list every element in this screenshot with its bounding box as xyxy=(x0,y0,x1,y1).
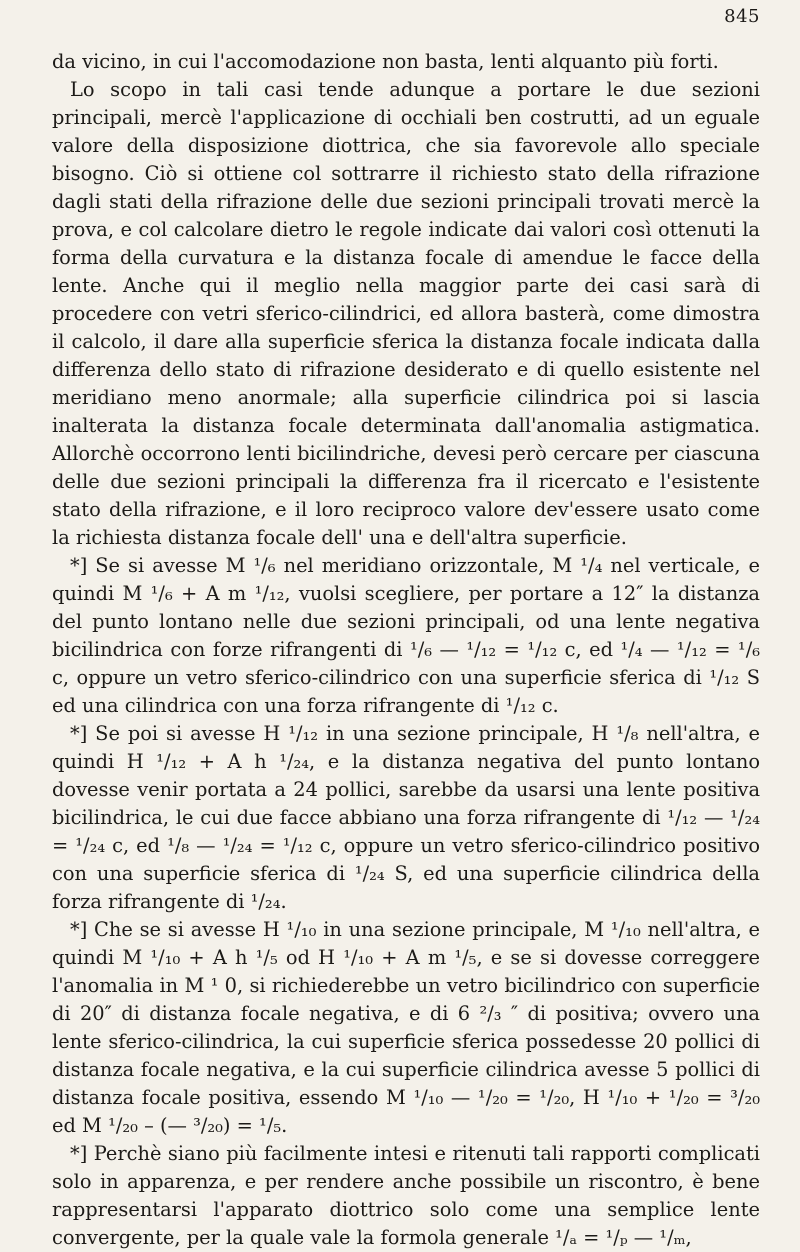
page-number: 845 xyxy=(724,6,760,27)
paragraph-example-2: *] Se poi si avesse H ¹/₁₂ in una sezione principale, H ¹/₈ nell'altra, e quindi H ¹/₁₂ + A h ¹/₂₄, e la distanza negativa del punto lontano dovesse venir portata a 24 pollici, sarebbe da usarsi una lente positiva bicilindrica, le cui due facce abbiano una forza rifrangente di ¹/₁₂ — ¹/₂₄ = ¹/₂₄ c, ed ¹/₈ — ¹/₂₄ = ¹/₁₂ c, oppure un vetro sferico-cilindrico positivo con una superficie sferica di ¹/₂₄ S, ed una superficie cilindrica della forza rifrangente di ¹/₂₄. xyxy=(52,722,760,913)
paragraph-main: Lo scopo in tali casi tende adunque a portare le due sezioni principali, mercè l'applicazione di occhiali ben costrutti, ad un eguale valore della disposizione diottrica, che sia favorevole allo speciale bisogno. Ciò si ottiene col sottrarre il richiesto stato della rifrazione dagli stati della rifrazione delle due sezioni principali trovati mercè la prova, e col calcolare dietro le regole indicate dai valori così ottenuti la forma della curvatura e la distanza focale di amendue le facce della lente. Anche qui il meglio nella maggior parte dei casi sarà di procedere con vetri sferico-cilindrici, ed allora basterà, come dimostra il calcolo, il dare alla superficie sferica la distanza focale indicata dalla differenza dello stato di rifrazione desiderato e di quello esistente nel meridiano meno anormale; alla superficie cilindrica poi si lascia inalterata la distanza focale determinata dall'anomalia astigmatica. Allorchè occorrono lenti bicilindriche, devesi però cercare per ciascuna delle due sezioni principali la differenza fra il ricercato e l'esistente stato della rifrazione, e il loro reciproco valore dev'essere usato come la richiesta distanza focale dell' una e dell'altra superficie. xyxy=(52,78,760,549)
body-text xyxy=(52,48,760,1252)
paragraph-note: *] Perchè siano più facilmente intesi e ritenuti tali rapporti complicati solo in apparenza, e per rendere anche possibile un riscontro, è bene rappresentarsi l'apparato diottrico solo come una semplice lente convergente, per la quale vale la formola generale ¹/ₐ = ¹/ₚ — ¹/ₘ, xyxy=(52,1142,760,1249)
paragraph-example-3: *] Che se si avesse H ¹/₁₀ in una sezione principale, M ¹/₁₀ nell'altra, e quindi M ¹/₁₀ + A h ¹/₅ od H ¹/₁₀ + A m ¹/₅, e se si dovesse correggere l'anomalia in M ¹ 0, si richiederebbe un vetro bicilindrico con superficie di 20″ di distanza focale negativa, e di 6 ²/₃ ″ di positiva; ovvero una lente sferico-cilindrica, la cui superficie sferica possedesse 20 pollici di distanza focale negativa, e la cui superficie cilindrica avesse 5 pollici di distanza focale positiva, essendo M ¹/₁₀ — ¹/₂₀ = ¹/₂₀, H ¹/₁₀ + ¹/₂₀ = ³/₂₀ ed M ¹/₂₀ – (— ³/₂₀) = ¹/₅. xyxy=(52,918,760,1137)
paragraph-example-1: *] Se si avesse M ¹/₆ nel meridiano orizzontale, M ¹/₄ nel verticale, e quindi M ¹/₆ + A m ¹/₁₂, vuolsi scegliere, per portare a 12″ la distanza del punto lontano nelle due sezioni principali, od una lente negativa bicilindrica con forze rifrangenti di ¹/₆ — ¹/₁₂ = ¹/₁₂ c, ed ¹/₄ — ¹/₁₂ = ¹/₆ c, oppure un vetro sferico-cilindrico con una superficie sferica di ¹/₁₂ S ed una cilindrica con una forza rifrangente di ¹/₁₂ c. xyxy=(52,554,760,717)
paragraph-continuation: da vicino, in cui l'accomodazione non basta, lenti alquanto più forti. xyxy=(52,50,719,73)
